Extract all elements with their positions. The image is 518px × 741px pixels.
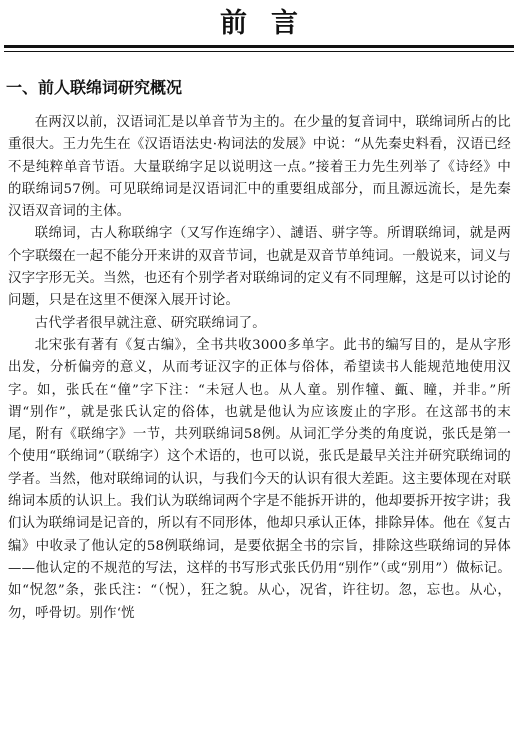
paragraph-3: 古代学者很早就注意、研究联绵词了。 <box>34 315 266 331</box>
paragraph-1: 在两汉以前，汉语词汇是以单音节为主的。在少量的复音词中，联绵词所占的比重很大。王力先生在《汉语语法史·构词法的发展》中说：“从先秦史料看，汉语已经不是纯粹单音节语。大量联绵字足以说明这一点。”接着王力先生列举了《诗经》中的联绵词57例。可见联绵词是汉语词汇中的重要组成部分，而且源远流长，是先秦汉语双音词的主体。 <box>8 115 511 220</box>
paragraph-2: 联绵词，古人称联绵字（又写作连绵字）、謰语、骈字等。所谓联绵词，就是两个字联缀在一起不能分开来讲的双音节词，也就是双音节单纯词。一般说来，词义与汉字字形无关。当然，也还有个别学者对联绵词的定义有不同理解，这是可以讨论的问题，只是在这里不便深入展开讨论。 <box>8 226 511 309</box>
title-rule-thin <box>4 51 514 52</box>
body-text <box>8 112 511 625</box>
page-title: 前言 <box>220 8 322 39</box>
title-rule-thick <box>4 45 514 48</box>
paragraph-4: 北宋张有著有《复古编》，全书共收3000多单字。此书的编写目的，是从字形出发，分析偏旁的意义，从而考证汉字的正体与俗体，希望读书人能规范地使用汉字。如，张氏在“僮”字下注：“未冠人也。从人童。别作犝、㼿、瞳，并非。”所谓“别作”，就是张氏认定的俗体，也就是他认为应该废止的字形。在这部书的末尾，附有《联绵字》一节，共列联绵词58例。从词汇学分类的角度说，张氏是第一个使用“联绵词”（联绵字）这个术语的，也可以说，张氏是最早关注并研究联绵词的学者。当然，他对联绵词的认识，与我们今天的认识有很大差距。这主要体现在对联绵词本质的认识上。我们认为联绵词两个字是不能拆开讲的，他却要拆开按字讲；我们认为联绵词是记音的，所以有不同形体，他却只承认正体，排除异体。他在《复古编》中收录了他认定的58例联绵词，是要依据全书的宗旨，排除这些联绵词的异体——他认定的不规范的写法，这样的书写形式张氏仍用“别作”（或“别用”）做标记。如“怳忽”条，张氏注：“（怳），狂之貌。从心，况省，许往切。忽，忘也。从心，勿，呼骨切。别作‘恍 <box>8 337 511 621</box>
section-heading: 一、前人联绵词研究概况 <box>6 78 183 97</box>
